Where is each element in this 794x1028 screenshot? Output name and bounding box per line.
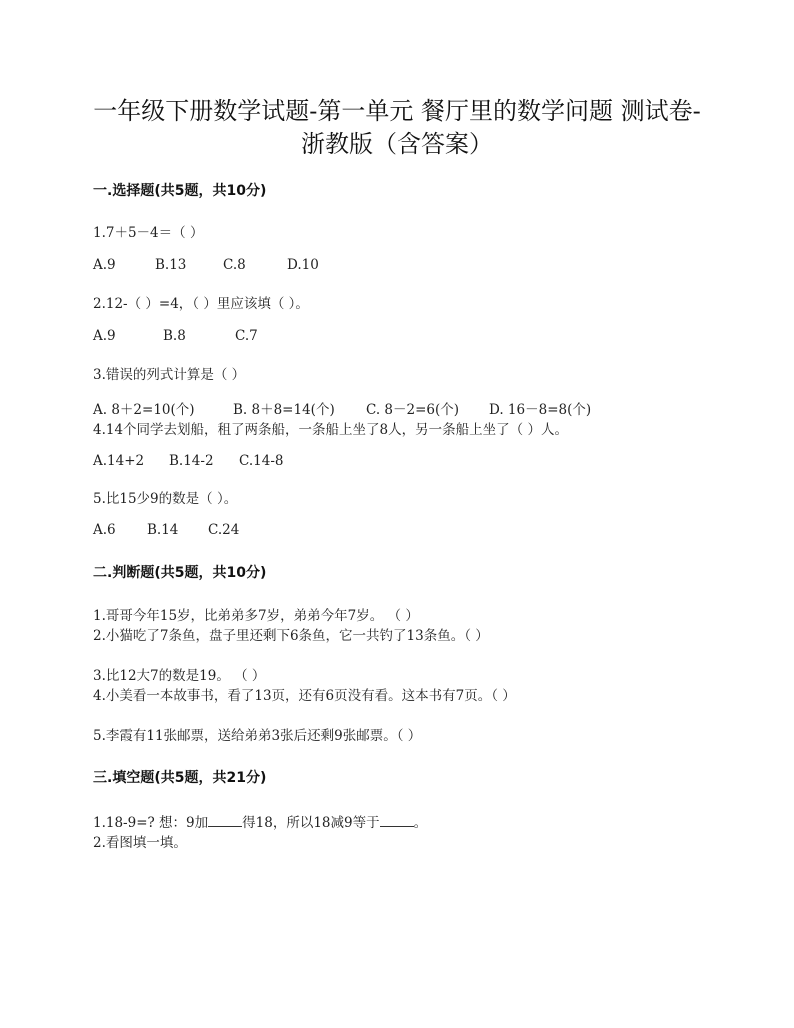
option: B.13 xyxy=(155,257,187,273)
question-options xyxy=(93,328,258,344)
question-options xyxy=(93,453,283,469)
question-text: 1.7＋5－4＝（ ） xyxy=(93,225,204,241)
question-text: 2.12-（ ）=4，（ ）里应该填（ ）。 xyxy=(93,296,309,312)
option: C.24 xyxy=(208,522,240,538)
option: B. 8＋8=14(个) xyxy=(233,402,335,418)
answer-blank[interactable] xyxy=(380,814,414,827)
section-heading-fill: 三.填空题(共5题，共21分) xyxy=(93,770,267,786)
section-heading-choice: 一.选择题(共5题，共10分) xyxy=(93,183,267,199)
question-text: 5.李霞有11张邮票，送给弟弟3张后还剩9张邮票。（ ） xyxy=(93,728,422,744)
option: C.8 xyxy=(223,257,246,273)
answer-blank[interactable] xyxy=(208,814,242,827)
option: A.14+2 xyxy=(93,453,145,469)
section-heading-judgement: 二.判断题(共5题，共10分) xyxy=(93,565,267,581)
question-text: 1.18-9=? 想：9加 xyxy=(93,815,209,831)
question-text: 4.小美看一本故事书，看了13页，还有6页没有看。这本书有7页。（ ） xyxy=(93,688,516,704)
question-text: 4.14个同学去划船，租了两条船，一条船上坐了8人，另一条船上坐了（ ）人。 xyxy=(93,422,568,438)
question-text: 3.错误的列式计算是（ ） xyxy=(93,367,246,383)
option: B.14 xyxy=(147,522,179,538)
option: D. 16－8=8(个) xyxy=(489,402,592,418)
option: C.14-8 xyxy=(239,453,284,469)
fill-question xyxy=(93,811,427,831)
option: D.10 xyxy=(287,257,319,273)
question-options xyxy=(93,257,319,273)
option: A.6 xyxy=(93,522,116,538)
question-text: 3.比12大7的数是19。 （ ） xyxy=(93,668,266,684)
question-options xyxy=(93,398,591,418)
option: A. 8＋2=10(个) xyxy=(93,402,195,418)
option: A.9 xyxy=(93,257,116,273)
page-title-line1: 一年级下册数学试题-第一单元 餐厅里的数学问题 测试卷- xyxy=(93,97,701,125)
option: A.9 xyxy=(93,328,116,344)
page-title-line2: 浙教版（含答案） xyxy=(301,130,493,158)
option: B.8 xyxy=(163,328,186,344)
question-text: 5.比15少9的数是（ ）。 xyxy=(93,491,238,507)
question-text: 2.小猫吃了7条鱼，盘子里还剩下6条鱼，它一共钓了13条鱼。（ ） xyxy=(93,628,489,644)
option: B.14-2 xyxy=(169,453,214,469)
question-text: 2.看图填一填。 xyxy=(93,835,187,851)
option: C. 8－2=6(个) xyxy=(366,402,460,418)
option: C.7 xyxy=(235,328,258,344)
question-text: 得18，所以18减9等于 xyxy=(242,815,380,831)
question-text: 。 xyxy=(413,815,428,831)
question-options xyxy=(93,522,239,538)
question-text: 1.哥哥今年15岁，比弟弟多7岁，弟弟今年7岁。 （ ） xyxy=(93,608,419,624)
